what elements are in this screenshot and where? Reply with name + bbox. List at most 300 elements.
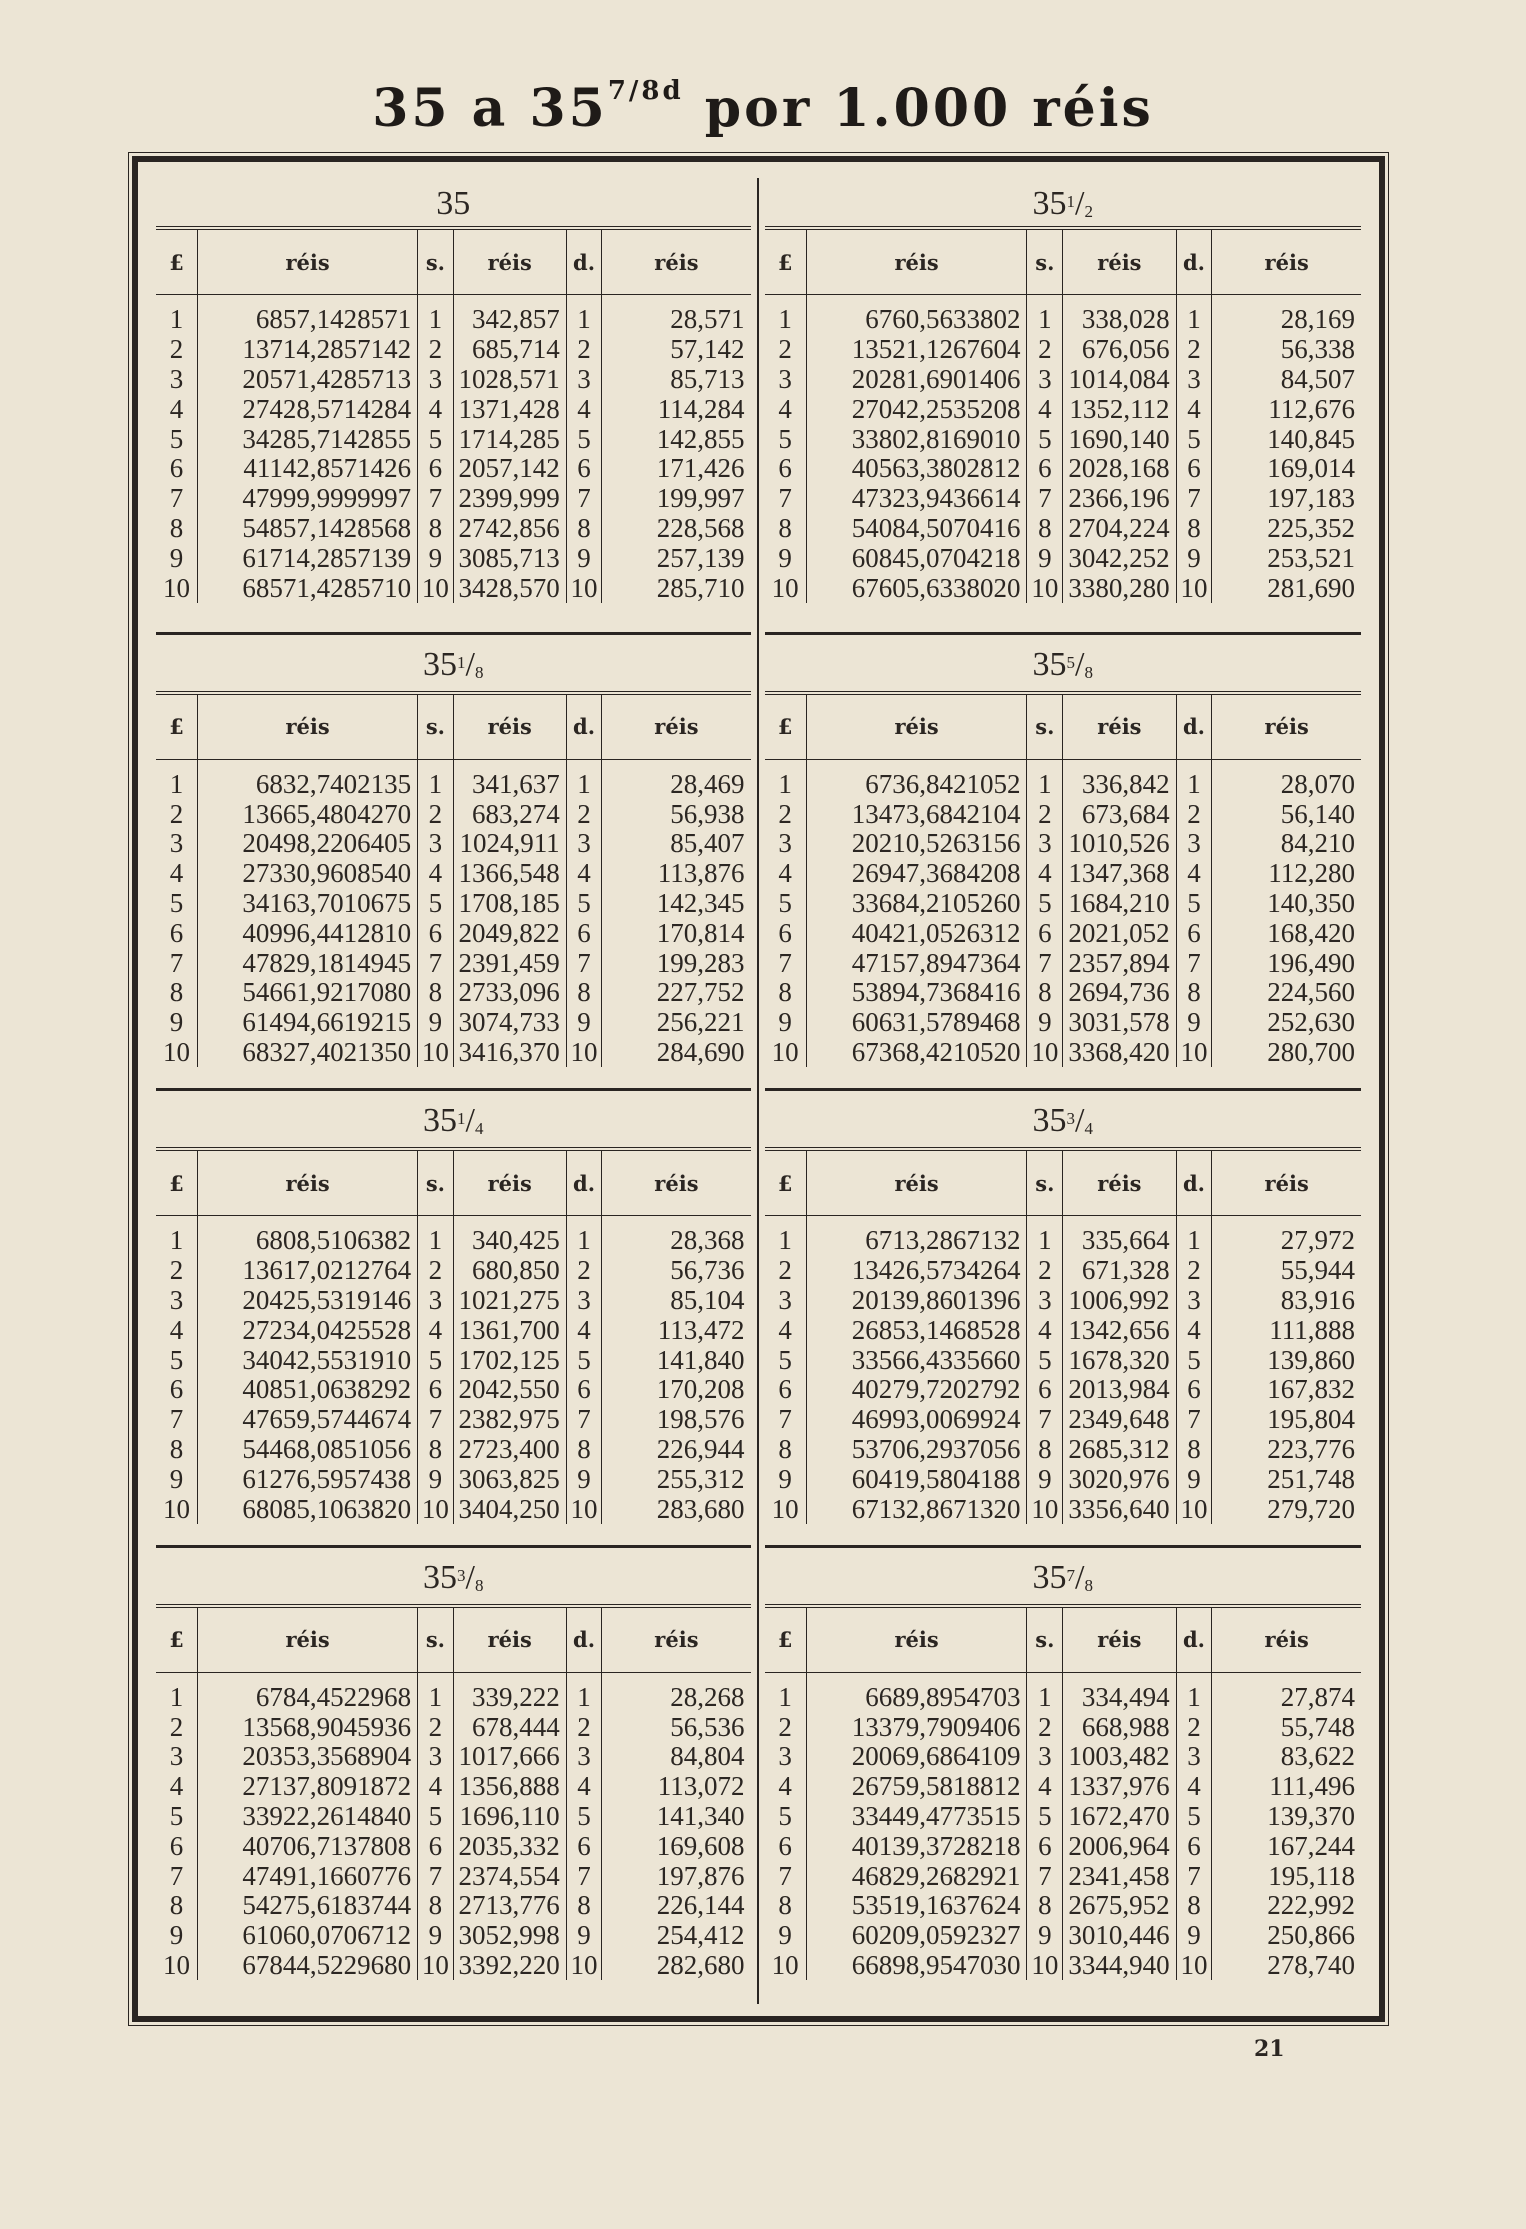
table-row	[765, 829, 1362, 859]
reis-value-cell: 47829,1814945	[198, 948, 418, 978]
units-cell: 10	[418, 1038, 454, 1068]
table-row	[765, 1672, 1362, 1712]
units-cell: 3	[418, 1286, 454, 1316]
units-cell: 9	[1027, 1921, 1063, 1951]
reis-value-cell: 13665,4804270	[198, 799, 418, 829]
table-row	[156, 1672, 751, 1712]
units-cell: 9	[765, 1008, 807, 1038]
page-title	[0, 78, 1526, 139]
reis-value-cell: 20353,3568904	[198, 1742, 418, 1772]
reis-value-cell: 34042,5531910	[198, 1345, 418, 1375]
column-header-d: d.	[1176, 1151, 1212, 1216]
reis-value-cell: 26853,1468528	[806, 1315, 1027, 1345]
units-cell: 5	[1027, 424, 1063, 454]
reis-value-cell: 60209,0592327	[806, 1921, 1027, 1951]
reis-value-cell: 60419,5804188	[806, 1464, 1027, 1494]
units-cell: 7	[1027, 484, 1063, 514]
table-row	[156, 1742, 751, 1772]
units-cell: 10	[566, 1951, 602, 1981]
rate-fraction-slash: /	[1075, 645, 1085, 683]
reis-value-cell: 255,312	[656, 1463, 745, 1494]
reis-value-cell: 142,855	[656, 423, 745, 454]
units-cell: 5	[156, 1802, 198, 1832]
column-header-d: d.	[566, 1151, 602, 1216]
reis-value-cell: 20281,6901406	[806, 365, 1027, 395]
units-cell: 4	[765, 859, 807, 889]
units-cell: 3	[1176, 829, 1212, 859]
reis-value-cell: 33922,2614840	[198, 1802, 418, 1832]
table-row	[765, 1772, 1362, 1802]
reis-value-cell: 222,992	[1267, 1890, 1355, 1921]
units-cell: 10	[1027, 1038, 1063, 1068]
units-cell: 2	[566, 1256, 602, 1286]
rate-numerator: 1	[457, 652, 466, 672]
table-row	[156, 948, 751, 978]
reis-value-cell: 280,700	[1267, 1037, 1355, 1068]
column-header-reis: réis	[602, 695, 751, 760]
reis-value-cell: 34285,7142855	[198, 424, 418, 454]
table-row	[765, 1742, 1362, 1772]
units-cell: 6	[765, 1375, 807, 1405]
reis-value-cell: 13521,1267604	[806, 335, 1027, 365]
units-cell: 4	[765, 1315, 807, 1345]
units-cell: 1	[418, 759, 454, 799]
units-cell: 5	[765, 1802, 807, 1832]
units-cell: 1	[1176, 759, 1212, 799]
column-header-d: d.	[566, 695, 602, 760]
table-row	[765, 335, 1362, 365]
units-cell: 8	[156, 978, 198, 1008]
units-cell: 3	[765, 365, 807, 395]
units-cell: 2	[418, 1712, 454, 1742]
rate-heading	[765, 1091, 1362, 1151]
units-cell: 1	[1176, 1216, 1212, 1256]
units-cell: 5	[566, 1345, 602, 1375]
units-cell: 7	[418, 484, 454, 514]
column-header-reis: réis	[1212, 1151, 1361, 1216]
units-cell: 10	[1027, 573, 1063, 603]
reis-value-cell: 66898,9547030	[806, 1951, 1027, 1981]
reis-value-cell: 111,888	[1269, 1314, 1355, 1345]
table-row	[156, 1921, 751, 1951]
reis-value-cell: 54275,6183744	[198, 1891, 418, 1921]
column-header-reis: réis	[806, 1608, 1027, 1673]
title-text: 35 a 35	[372, 78, 608, 139]
table-row	[156, 454, 751, 484]
reis-value-cell: 169,014	[1267, 453, 1355, 484]
units-cell: 2	[1027, 1712, 1063, 1742]
reis-value-cell: 3392,220	[453, 1951, 566, 1981]
conversion-table	[765, 695, 1362, 1068]
reis-value-cell: 56,140	[1280, 798, 1355, 829]
reis-value-cell: 281,690	[1267, 572, 1355, 603]
units-cell: 3	[765, 1742, 807, 1772]
units-cell: 6	[1176, 454, 1212, 484]
units-cell: 7	[566, 948, 602, 978]
units-cell: 7	[418, 948, 454, 978]
units-cell: 4	[1027, 1772, 1063, 1802]
units-cell: 2	[765, 1712, 807, 1742]
reis-value-cell: 284,690	[656, 1037, 745, 1068]
rate-numerator: 7	[1066, 1565, 1076, 1585]
column-header-reis: réis	[1063, 695, 1176, 760]
units-cell: 6	[765, 454, 807, 484]
reis-value-cell: 84,210	[1280, 828, 1355, 859]
reis-value-cell: 2049,822	[453, 918, 566, 948]
table-row	[156, 1008, 751, 1038]
reis-value-cell: 2021,052	[1063, 918, 1176, 948]
units-cell: 6	[1027, 918, 1063, 948]
reis-value-cell: 256,221	[656, 1007, 745, 1038]
units-cell: 4	[418, 1315, 454, 1345]
units-cell: 1	[1027, 1216, 1063, 1256]
reis-value-cell: 60845,0704218	[806, 543, 1027, 573]
reis-value-cell: 2704,224	[1063, 514, 1176, 544]
table-row	[765, 365, 1362, 395]
rate-numerator: 1	[457, 1109, 466, 1128]
reis-value-cell: 33684,2105260	[806, 889, 1027, 919]
units-cell: 1	[156, 759, 198, 799]
units-cell: 9	[418, 543, 454, 573]
units-cell: 2	[566, 1712, 602, 1742]
reis-value-cell: 53706,2937056	[806, 1435, 1027, 1465]
units-cell: 1	[765, 1672, 807, 1712]
units-cell: 4	[566, 1315, 602, 1345]
units-cell: 3	[156, 1742, 198, 1772]
reis-value-cell: 3085,713	[453, 543, 566, 573]
units-cell: 3	[566, 829, 602, 859]
reis-value-cell: 2013,984	[1063, 1375, 1176, 1405]
units-cell: 3	[1027, 1742, 1063, 1772]
table-row	[765, 759, 1362, 799]
rate-numerator: 1	[1066, 192, 1076, 211]
column-header-s: s.	[1027, 695, 1063, 760]
reis-value-cell: 68571,4285710	[198, 573, 418, 603]
rate-heading	[765, 635, 1362, 695]
reis-value-cell: 6713,2867132	[806, 1216, 1027, 1256]
units-cell: 1	[1176, 295, 1212, 335]
column-header-s: s.	[418, 230, 454, 295]
units-cell: 10	[1176, 1951, 1212, 1981]
units-cell: 2	[1027, 799, 1063, 829]
table-row	[156, 1951, 751, 1981]
column-header-s: s.	[1027, 1608, 1063, 1673]
units-cell: 4	[156, 1315, 198, 1345]
units-cell: 6	[1027, 1375, 1063, 1405]
reis-value-cell: 2006,964	[1063, 1831, 1176, 1861]
reis-value-cell: 2391,459	[453, 948, 566, 978]
units-cell: 6	[765, 918, 807, 948]
units-cell: 7	[1027, 1861, 1063, 1891]
column-header-reis: réis	[1212, 695, 1361, 760]
rate-heading	[156, 178, 751, 230]
units-cell: 4	[566, 394, 602, 424]
reis-value-cell: 278,740	[1267, 1950, 1355, 1981]
column-header-reis: réis	[602, 1151, 751, 1216]
table-row	[765, 1315, 1362, 1345]
reis-value-cell: 40706,7137808	[198, 1831, 418, 1861]
reis-value-cell: 336,842	[1063, 759, 1176, 799]
units-cell: 10	[566, 1038, 602, 1068]
units-cell: 1	[418, 1672, 454, 1712]
units-cell: 5	[418, 889, 454, 919]
reis-value-cell: 54857,1428568	[198, 514, 418, 544]
units-cell: 8	[765, 514, 807, 544]
units-cell: 8	[566, 1891, 602, 1921]
table-row	[765, 1921, 1362, 1951]
reis-value-cell: 33802,8169010	[806, 424, 1027, 454]
reis-value-cell: 111,496	[1269, 1771, 1355, 1802]
rate-fraction-slash: /	[1075, 1558, 1085, 1596]
units-cell: 6	[418, 454, 454, 484]
units-cell: 9	[1176, 543, 1212, 573]
reis-value-cell: 225,352	[1267, 512, 1355, 543]
units-cell: 6	[1176, 1375, 1212, 1405]
table-row	[765, 1038, 1362, 1068]
reis-value-cell: 2694,736	[1063, 978, 1176, 1008]
units-cell: 1	[566, 295, 602, 335]
column-header-d: d.	[566, 230, 602, 295]
reis-value-cell: 2374,554	[453, 1861, 566, 1891]
units-cell: 10	[1176, 1038, 1212, 1068]
units-cell: 10	[765, 1038, 807, 1068]
reis-value-cell: 55,944	[1280, 1255, 1355, 1286]
column-header-reis: réis	[453, 1608, 566, 1673]
units-cell: 8	[1176, 1435, 1212, 1465]
units-cell: 2	[156, 335, 198, 365]
reis-value-cell: 13473,6842104	[806, 799, 1027, 829]
column-header-reis: réis	[806, 695, 1027, 760]
table-row	[156, 1494, 751, 1524]
units-cell: 4	[1176, 1772, 1212, 1802]
units-cell: 3	[418, 829, 454, 859]
units-cell: 8	[765, 978, 807, 1008]
units-cell: 7	[566, 484, 602, 514]
table-row	[765, 394, 1362, 424]
units-cell: 2	[566, 799, 602, 829]
reis-value-cell: 228,568	[656, 512, 745, 543]
conversion-table	[156, 1608, 751, 1981]
units-cell: 5	[566, 889, 602, 919]
reis-value-cell: 335,664	[1063, 1216, 1176, 1256]
table-row	[156, 1831, 751, 1861]
reis-value-cell: 3010,446	[1063, 1921, 1176, 1951]
reis-value-cell: 196,490	[1267, 947, 1355, 978]
units-cell: 1	[765, 1216, 807, 1256]
reis-value-cell: 67368,4210520	[806, 1038, 1027, 1068]
table-row	[156, 1375, 751, 1405]
reis-value-cell: 3380,280	[1063, 573, 1176, 603]
units-cell: 5	[156, 424, 198, 454]
reis-value-cell: 223,776	[1267, 1433, 1355, 1464]
reis-value-cell: 6808,5106382	[198, 1216, 418, 1256]
reis-value-cell: 55,748	[1280, 1711, 1355, 1742]
reis-value-cell: 27,972	[1280, 1225, 1355, 1256]
table-row	[765, 918, 1362, 948]
table-row	[156, 918, 751, 948]
rate-fraction-slash: /	[465, 1558, 475, 1596]
title-frac-value: 7/8	[607, 76, 663, 106]
units-cell: 8	[418, 1891, 454, 1921]
reis-value-cell: 13568,9045936	[198, 1712, 418, 1742]
table-row	[156, 978, 751, 1008]
units-cell: 6	[566, 1831, 602, 1861]
reis-value-cell: 680,850	[453, 1256, 566, 1286]
table-row	[156, 424, 751, 454]
units-cell: 10	[765, 573, 807, 603]
units-cell: 5	[156, 889, 198, 919]
column-header-s: s.	[418, 695, 454, 760]
units-cell: 8	[156, 1891, 198, 1921]
reis-value-cell: 112,280	[1268, 858, 1355, 889]
column-header-s: s.	[1027, 230, 1063, 295]
reis-value-cell: 285,710	[656, 572, 745, 603]
reis-value-cell: 53519,1637624	[806, 1891, 1027, 1921]
units-cell: 2	[1027, 1256, 1063, 1286]
column-header-reis: réis	[602, 1608, 751, 1673]
table-row	[156, 759, 751, 799]
reis-value-cell: 140,845	[1267, 423, 1355, 454]
reis-value-cell: 1361,700	[453, 1315, 566, 1345]
units-cell: 10	[1027, 1951, 1063, 1981]
reis-value-cell: 167,832	[1267, 1374, 1355, 1405]
units-cell: 5	[1176, 889, 1212, 919]
table-row	[156, 543, 751, 573]
table-row	[156, 1712, 751, 1742]
table-row	[765, 1891, 1362, 1921]
table-row	[765, 859, 1362, 889]
reis-value-cell: 140,350	[1267, 888, 1355, 919]
column-header-reis: réis	[602, 230, 751, 295]
column-header-reis: réis	[453, 1151, 566, 1216]
table-row	[765, 543, 1362, 573]
units-cell: 9	[1176, 1921, 1212, 1951]
table-row	[156, 1464, 751, 1494]
rate-heading	[156, 635, 751, 695]
column-header-d: d.	[1176, 695, 1212, 760]
units-cell: 4	[1176, 394, 1212, 424]
reis-value-cell: 47659,5744674	[198, 1405, 418, 1435]
units-cell: 6	[1176, 1831, 1212, 1861]
rate-fraction-slash: /	[1075, 1102, 1085, 1139]
units-cell: 7	[1176, 1405, 1212, 1435]
reis-value-cell: 167,244	[1267, 1830, 1355, 1861]
section-divider	[765, 603, 1362, 635]
table-row	[156, 1345, 751, 1375]
units-cell: 6	[156, 918, 198, 948]
units-cell: 2	[1176, 335, 1212, 365]
units-cell: 5	[566, 1802, 602, 1832]
reis-value-cell: 141,340	[656, 1801, 745, 1832]
units-cell: 5	[1176, 424, 1212, 454]
table-row	[765, 799, 1362, 829]
reis-value-cell: 1006,992	[1063, 1286, 1176, 1316]
reis-value-cell: 40139,3728218	[806, 1831, 1027, 1861]
reis-value-cell: 26759,5818812	[806, 1772, 1027, 1802]
reis-value-cell: 1371,428	[453, 394, 566, 424]
units-cell: 6	[765, 1831, 807, 1861]
reis-value-cell: 2723,400	[453, 1435, 566, 1465]
units-cell: 5	[566, 424, 602, 454]
reis-value-cell: 3020,976	[1063, 1464, 1176, 1494]
reis-value-cell: 2341,458	[1063, 1861, 1176, 1891]
reis-value-cell: 199,997	[656, 483, 745, 514]
reis-value-cell: 279,720	[1267, 1493, 1355, 1524]
reis-value-cell: 28,268	[670, 1681, 745, 1712]
units-cell: 7	[156, 484, 198, 514]
reis-value-cell: 34163,7010675	[198, 889, 418, 919]
rate-whole: 35	[1032, 645, 1067, 683]
units-cell: 9	[156, 1921, 198, 1951]
table-row	[765, 948, 1362, 978]
rate-numerator: 3	[1066, 1109, 1076, 1128]
units-cell: 2	[765, 799, 807, 829]
rate-whole: 35	[1032, 1102, 1067, 1139]
units-cell: 9	[1027, 1464, 1063, 1494]
reis-value-cell: 683,274	[453, 799, 566, 829]
units-cell: 1	[1027, 295, 1063, 335]
units-cell: 3	[1176, 1286, 1212, 1316]
table-row	[765, 978, 1362, 1008]
rate-heading	[765, 178, 1362, 230]
units-cell: 2	[1027, 335, 1063, 365]
units-cell: 1	[1027, 1672, 1063, 1712]
reis-value-cell: 1028,571	[453, 365, 566, 395]
reis-value-cell: 85,407	[670, 828, 745, 859]
units-cell: 9	[1027, 1008, 1063, 1038]
reis-value-cell: 61494,6619215	[198, 1008, 418, 1038]
units-cell: 9	[765, 1921, 807, 1951]
units-cell: 2	[1176, 1712, 1212, 1742]
reis-value-cell: 27137,8091872	[198, 1772, 418, 1802]
reis-value-cell: 13617,0212764	[198, 1256, 418, 1286]
reis-value-cell: 3074,733	[453, 1008, 566, 1038]
column-header-reis: réis	[198, 1151, 418, 1216]
reis-value-cell: 3052,998	[453, 1921, 566, 1951]
units-cell: 9	[566, 1464, 602, 1494]
table-row	[156, 799, 751, 829]
reis-value-cell: 2366,196	[1063, 484, 1176, 514]
reis-value-cell: 28,368	[670, 1225, 745, 1256]
reis-value-cell: 46993,0069924	[806, 1405, 1027, 1435]
reis-value-cell: 27,874	[1280, 1681, 1355, 1712]
reis-value-cell: 2382,975	[453, 1405, 566, 1435]
rate-whole: 35	[423, 1558, 458, 1596]
reis-value-cell: 85,104	[670, 1284, 745, 1315]
reis-value-cell: 57,142	[670, 334, 745, 365]
units-cell: 4	[418, 1772, 454, 1802]
units-cell: 8	[418, 978, 454, 1008]
section-divider	[156, 1524, 751, 1548]
reis-value-cell: 113,472	[657, 1314, 745, 1345]
rate-whole: 35	[1032, 1558, 1067, 1596]
conversion-table	[765, 1151, 1362, 1524]
units-cell: 5	[418, 1345, 454, 1375]
units-cell: 6	[1027, 454, 1063, 484]
rate-numerator: 3	[457, 1565, 466, 1585]
units-cell: 2	[156, 1712, 198, 1742]
units-cell: 3	[156, 1286, 198, 1316]
rate-section	[759, 1091, 1368, 1548]
rate-fraction-slash: /	[1075, 185, 1085, 222]
column-header-reis: réis	[1063, 1151, 1176, 1216]
reis-value-cell: 3404,250	[453, 1494, 566, 1524]
reis-value-cell: 28,169	[1280, 304, 1355, 335]
reis-value-cell: 6857,1428571	[198, 295, 418, 335]
reis-value-cell: 40279,7202792	[806, 1375, 1027, 1405]
reis-value-cell: 195,804	[1267, 1404, 1355, 1435]
table-row	[156, 335, 751, 365]
